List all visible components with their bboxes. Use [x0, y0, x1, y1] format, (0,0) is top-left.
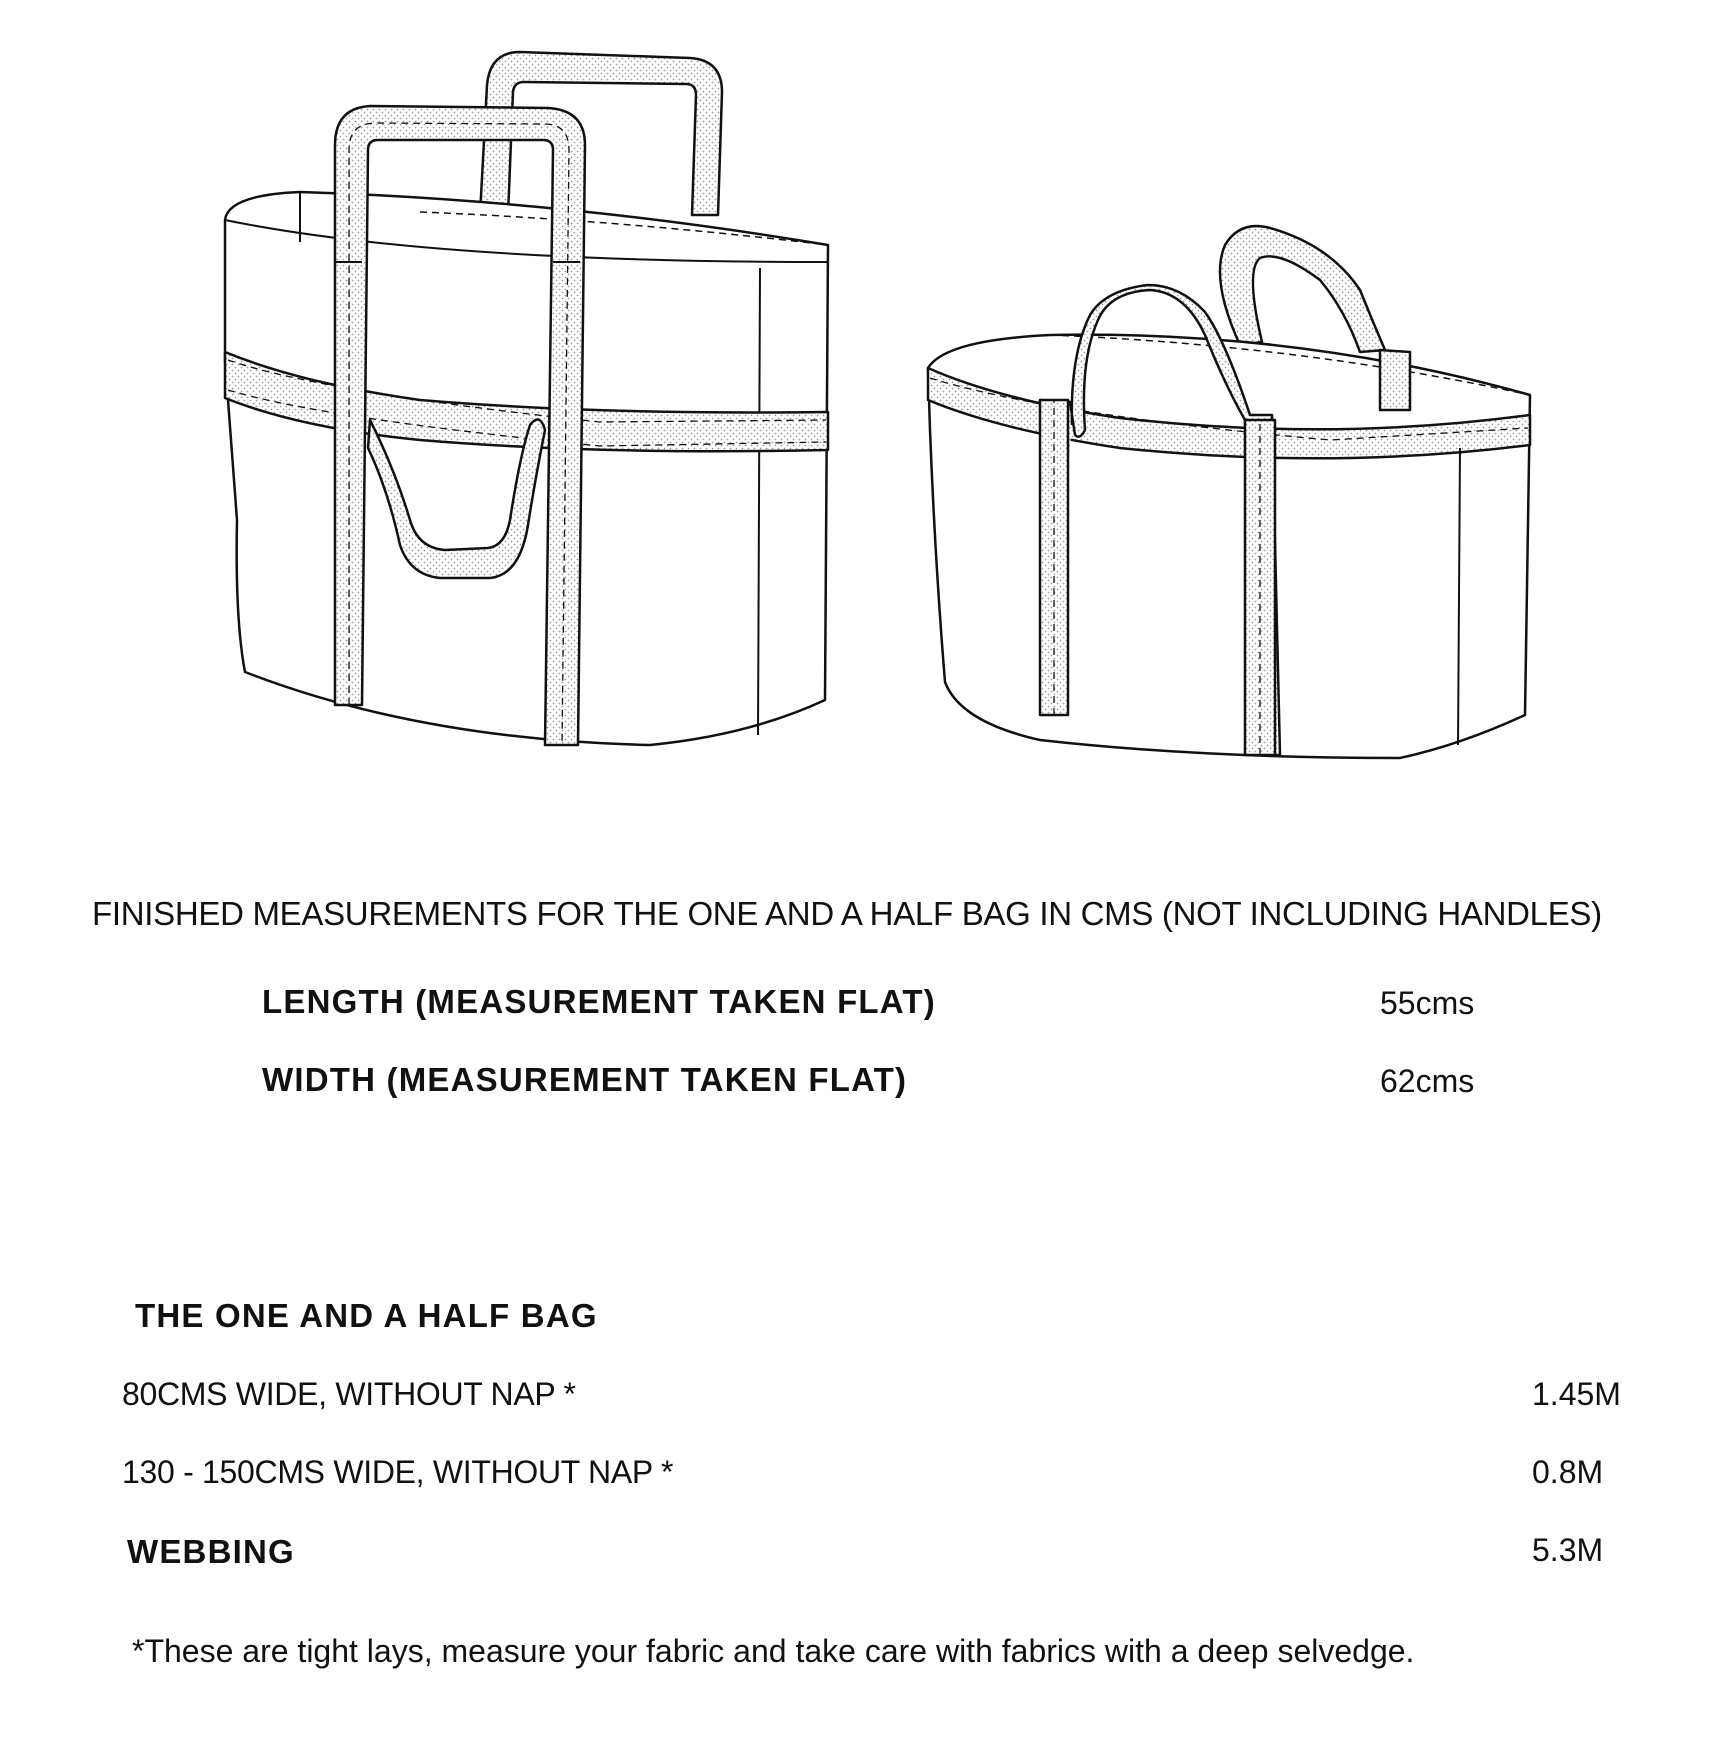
length-value: 55cms [1380, 985, 1475, 1021]
webbing-value: 5.3M [1532, 1532, 1604, 1568]
fabric-heading: THE ONE AND A HALF BAG [135, 1297, 598, 1334]
fabric-80cm-label: 80CMS WIDE, WITHOUT NAP * [122, 1376, 576, 1412]
footnote: *These are tight lays, measure your fabric and take care with fabrics with a deep selvedge. [132, 1633, 1415, 1669]
width-value: 62cms [1380, 1063, 1475, 1099]
length-label: LENGTH (MEASUREMENT TAKEN FLAT) [262, 983, 936, 1020]
bag-illustrations [0, 0, 1736, 800]
tote-bag-small [928, 226, 1530, 758]
fabric-130cm-value: 0.8M [1532, 1454, 1604, 1490]
fabric-80cm-value: 1.45M [1532, 1376, 1621, 1412]
back-handle [1220, 226, 1385, 352]
webbing-label: WEBBING [127, 1533, 295, 1570]
tote-bag-large [225, 52, 828, 745]
fabric-130cm-label: 130 - 150CMS WIDE, WITHOUT NAP * [122, 1454, 674, 1490]
width-label: WIDTH (MEASUREMENT TAKEN FLAT) [262, 1061, 908, 1098]
measurements-title: FINISHED MEASUREMENTS FOR THE ONE AND A HALF BAG IN CMS (NOT INCLUDING HANDLES) [92, 895, 1602, 932]
